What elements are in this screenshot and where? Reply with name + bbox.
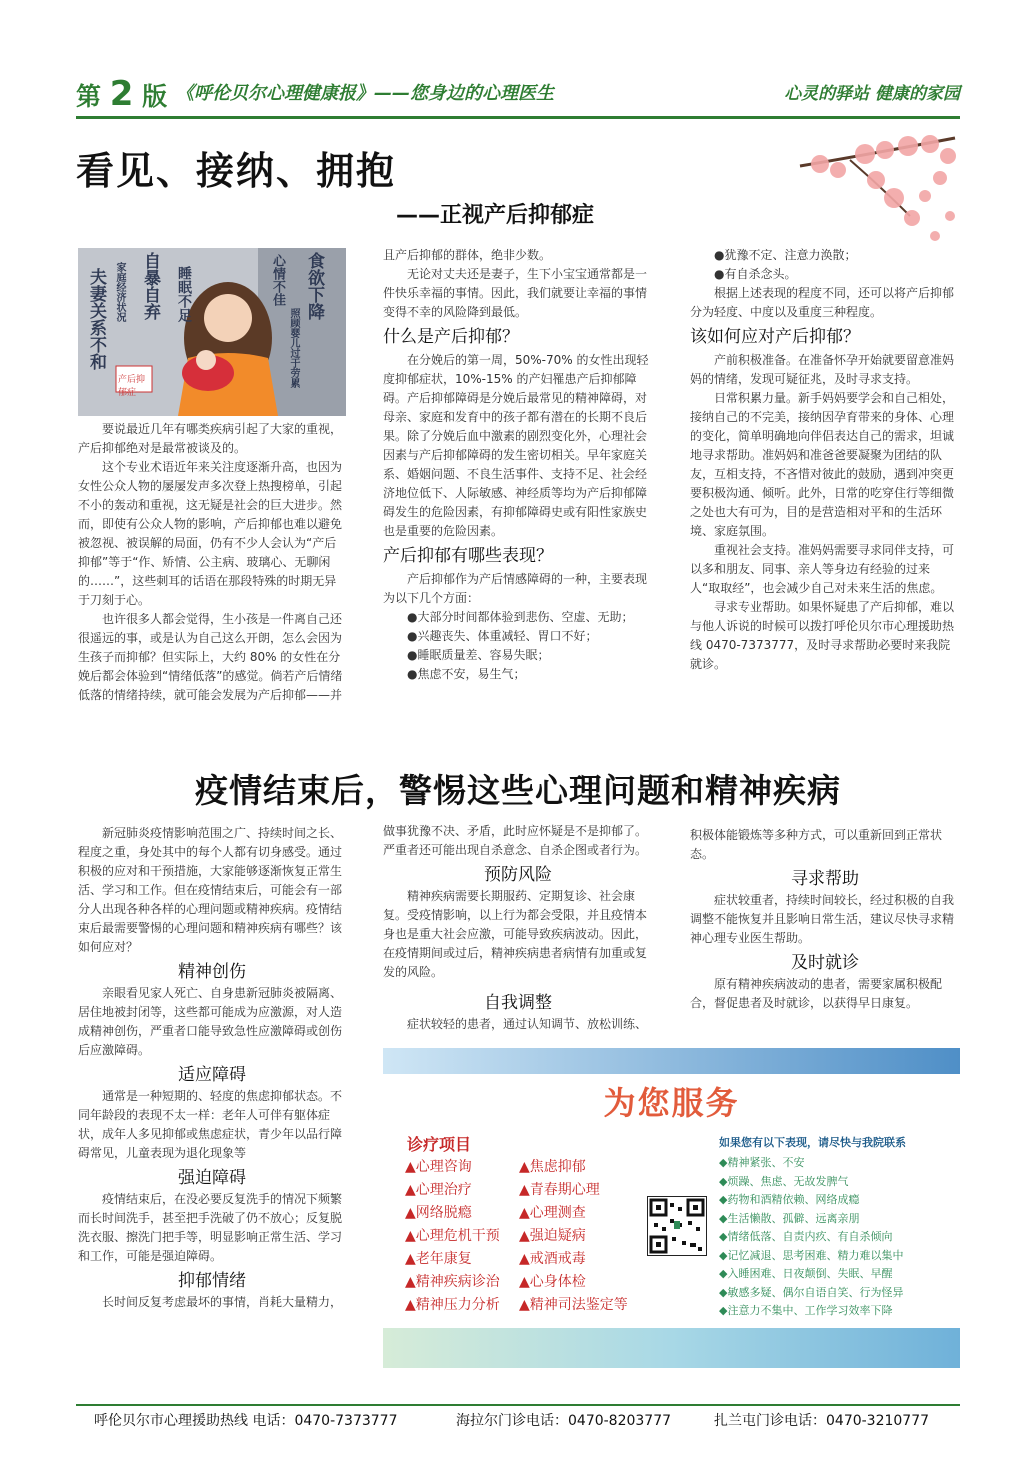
service-item: ▲心理测查 [519,1205,586,1221]
article2-column-2 [383,822,653,1034]
list-item: ●犹豫不定、注意力涣散； [714,248,857,262]
symptom-item: ◆药物和酒精依赖、网络成瘾 [719,1193,860,1206]
paragraph: 产后抑郁作为产后情感障碍的一种，主要表现为以下几个方面： [383,572,648,605]
illus-label-e: 心情不佳 [270,254,285,306]
symptom-item: ◆烦躁、焦虑、无故发脾气 [719,1174,849,1188]
article1-subtitle: ——正视产后抑郁症 [396,203,595,228]
heading-ocd: 强迫障碍 [178,1168,246,1188]
heading-self-adjust: 自我调整 [484,993,552,1013]
heading-cope: 该如何应对产后抑郁？ [690,327,860,347]
illus-label-c: 自暴自弃 [140,252,160,320]
paper-slogan: 心灵的驿站 健康的家园 [784,84,960,104]
illus-label-a: 夫妻关系不和 [86,268,106,370]
paragraph: 寻求专业帮助。如果怀疑患了产后抑郁，难以与他人诉说的时候可以拨打呼伦贝尔市心理援助热线 0470-7373777，及时寻求帮助必要时来我院就诊。 [690,600,955,671]
paragraph: 无论对丈夫还是妻子，生下小宝宝通常都是一件快乐幸福的事情。因此，我们就要让幸福的事情变得不幸的风险降到最低。 [383,267,648,319]
symptom-item: ◆精神紧张、不安 [719,1156,805,1169]
paragraph: 新冠肺炎疫情影响范围之广、持续时间之长、程度之重，身处其中的每个人都有切身感受。通过积极的应对和干预措施，大家能够逐渐恢复正常生活、学习和工作。但在疫情结束后，可能会有一部分人出现各种各样的心理问题或精神疾病。疫情结束后最需要警惕的心理问题和精神疾病有哪些？该如何应对？ [78,826,343,954]
service-items-right [519,1156,628,1317]
symptoms-header: 如果您有以下表现，请尽快与我院联系 [719,1136,906,1149]
heading-treatment: 及时就诊 [791,953,859,973]
edition-number: 2 [109,74,134,114]
paragraph: 产前积极准备。在准备怀孕开始就要留意准妈妈的情绪，发现可疑征兆，及时寻求支持。 [690,353,955,386]
edition-label [76,74,167,114]
list-item: ●大部分时间都体验到悲伤、空虚、无助； [407,610,634,624]
paragraph: 且产后抑郁的群体，绝非少数。 [383,248,552,262]
article1-column-1 [78,420,346,705]
list-item: ●睡眠质量差、容易失眠； [407,648,550,662]
service-panel [383,1048,960,1368]
paper-title: 《呼伦贝尔心理健康报》——您身边的心理医生 [176,83,554,104]
paragraph: 这个专业术语近年来关注度逐渐升高，也因为女性公众人物的屡屡发声多次登上热搜榜单，引起不小的轰动和重视，这无疑是社会的巨大进步。然而，即使有公众人物的影响，产后抑郁也难以避免被忽视、被误解的局面，仍有不少人会认为“产后抑郁”等于“作、矫情、公主病、玻璃心、无聊闲的……”，这些刺耳的话语在那段特殊的时期无异于刀刻于心。 [78,460,343,607]
service-item: ▲网络脱瘾 [405,1205,472,1221]
edition-suffix: 版 [142,82,168,111]
illus-label-b: 家庭经济状况 [114,262,125,322]
paragraph: 积极体能锻炼等多种方式，可以重新回到正常状态。 [690,828,943,861]
service-top-band [383,1048,960,1074]
header-rule [76,116,960,119]
illus-label-h: 产后抑郁症 [118,375,146,398]
illus-label-g: 照顾婴儿过于劳累 [288,308,299,388]
service-item: ▲青春期心理 [519,1182,600,1198]
cherry-blossom-decoration [790,126,960,251]
page-header [76,74,960,114]
heading-trauma: 精神创伤 [178,962,246,982]
service-item: ▲强迫疑病 [519,1228,586,1244]
article1-column-3 [690,246,960,674]
heading-what: 什么是产后抑郁？ [383,327,519,347]
service-item: ▲焦虑抑郁 [519,1159,586,1175]
heading-prevent: 预防风险 [484,865,552,885]
service-items-label: 诊疗项目 [407,1135,472,1154]
article1-title: 看见、接纳、拥抱 [76,149,397,193]
service-item: ▲心理危机干预 [405,1228,500,1244]
paragraph: 原有精神疾病波动的患者，需要家属积极配合，督促患者及时就诊，以获得早日康复。 [690,977,943,1010]
footer-hailar-phone: 海拉尔门诊电话：0470-8203777 [456,1413,672,1429]
service-bottom-band [383,1328,960,1368]
paragraph: 要说最近几年有哪类疾病引起了大家的重视，产后抑郁绝对是最常被谈及的。 [78,422,343,455]
symptom-item: ◆敏感多疑、偶尔自语自笑、行为怪异 [719,1285,904,1299]
symptom-item: ◆注意力不集中、工作学习效率下降 [719,1304,893,1317]
paragraph: 根据上述表现的程度不同，还可以将产后抑郁分为轻度、中度以及重度三种程度。 [690,286,955,319]
qr-code-icon[interactable] [647,1196,707,1256]
postpartum-illustration [78,248,346,416]
service-item: ▲戒酒戒毒 [519,1251,586,1267]
article2-title: 疫情结束后，警惕这些心理问题和精神疾病 [195,771,841,810]
illus-label-d: 睡眠不足 [176,266,192,322]
service-items-left [405,1156,500,1317]
paragraph: 长时间反复考虑最坏的事情，肖耗大量精力， [102,1295,343,1309]
list-item: ●有自杀念头。 [714,267,797,281]
heading-depression: 抑郁情绪 [178,1271,246,1291]
heading-adjust: 适应障碍 [178,1065,246,1085]
illus-label-f: 食欲下降 [304,252,324,320]
paragraph: 重视社会支持。准妈妈需要寻求同伴支持，可以多和朋友、同事、亲人等身边有经验的过来人“取取经”，也会减少自己对未来生活的焦虑。 [690,543,955,595]
symptom-item: ◆入睡困难、日夜颠倒、失眠、早醒 [719,1267,893,1280]
heading-seek-help: 寻求帮助 [791,869,859,889]
service-item: ▲老年康复 [405,1251,472,1267]
symptom-item: ◆记忆减退、思考困难、精力难以集中 [719,1248,904,1262]
symptom-item: ◆情绪低落、自责内疚、有自杀倾向 [719,1230,893,1243]
article2-column-1 [78,824,346,1312]
list-item: ●兴趣丧失、体重减轻、胃口不好； [407,629,598,643]
footer-hotline: 呼伦贝尔市心理援助热线 电话：0470-7373777 [94,1413,398,1429]
footer-zhalantun-phone: 扎兰屯门诊电话：0470-3210777 [714,1413,930,1429]
paragraph: 亲眼看见家人死亡、自身患新冠肺炎被隔离、居住地被封闭等，这些都可能成为应激源，对人造成精神创伤，严重者口能导致急性应激障碍或创伤后应激障碍。 [78,986,343,1057]
paragraph: 日常积累力量。新手妈妈要学会和自己相处，接纳自己的不完美，接纳因孕育带来的身体、心理的变化，简单明确地向伴侣表达自己的需求，坦诚地寻求帮助。准妈妈和准爸爸要凝聚为团结的队友，互相支持，不吝惜对彼此的鼓励，遇到冲突更要积极沟通、倾听。此外，日常的吃穿住行等细微之处也大有可为，目的是营造相对平和的生活环境、家庭氛围。 [690,391,955,538]
paragraph: 也许很多人都会觉得，生小孩是一件离自己还很遥远的事，或是认为自己这么开朗，怎么会因为生孩子而抑郁？但实际上，大约 80% 的女性在分娩后都会体验到“情绪低落”的感觉。倘若产后情绪低落的情绪持续，就可能会发展为产后抑郁——并 [78,612,343,702]
service-item: ▲精神司法鉴定等 [519,1297,628,1313]
paragraph: 做事犹豫不决、矛盾，此时应怀疑是不是抑郁了。严重者还可能出现自杀意念、自杀企图或者行为。 [383,824,648,857]
paragraph: 症状较轻的患者，通过认知调节、放松训练、 [407,1017,648,1031]
symptom-item: ◆生活懒散、孤僻、远离亲朋 [719,1211,860,1225]
service-item: ▲心理治疗 [405,1182,472,1198]
paragraph: 在分娩后的第一周，50%-70% 的女性出现轻度抑郁症状，10%-15% 的产妇罹患产后抑郁障碍。产后抑郁障碍是分娩后最常见的精神障碍，对母亲、家庭和发育中的孩子都有潜在的长期不良后果。除了分娩后血中激素的剧烈变化外，心理社会因素与产后抑郁障碍的发生密切相关。早年家庭关系、婚姻问题、不良生活事件、支持不足、社会经济地位低下、人际敏感、神经质等均为产后抑郁障碍发生的危险因素，有抑郁障碍史或有阳性家族史也是重要的危险因素。 [383,353,649,538]
paragraph: 症状较重者，持续时间较长，经过积极的自我调整不能恢复并且影响日常生活，建议尽快寻求精神心理专业医生帮助。 [690,893,955,945]
service-title: 为您服务 [603,1084,740,1122]
footer-rule [76,1404,960,1406]
service-item: ▲精神疾病诊治 [405,1274,500,1290]
service-item: ▲心身体检 [519,1274,586,1290]
symptoms-list [719,1154,903,1321]
service-item: ▲精神压力分析 [405,1297,500,1313]
paragraph: 通常是一种短期的、轻度的焦虑抑郁状态。不同年龄段的表现不太一样：老年人可伴有躯体症状，成年人多见抑郁或焦虑症状，青少年以品行障碍常见，儿童表现为退化现象等 [78,1089,343,1160]
paragraph: 精神疾病需要长期服药、定期复诊、社会康复。受疫情影响，以上行为都会受限，并且疫情本身也是重大社会应激，可能导致疾病波动。因此，在疫情期间或过后，精神疾病患者病情有加重或复发的风险。 [383,889,648,979]
list-item: ●焦虑不安，易生气； [407,667,526,681]
heading-signs: 产后抑郁有哪些表现？ [383,546,553,566]
edition-prefix: 第 [76,82,102,111]
article2-column-3 [690,826,960,1013]
article1-column-2 [383,246,653,684]
service-item: ▲心理咨询 [405,1159,472,1175]
paragraph: 疫情结束后，在没必要反复洗手的情况下频繁而长时间洗手，甚至把手洗破了仍不放心；反复脱洗衣服、擦洗门把手等，明显影响正常生活、学习和工作，可能是强迫障碍。 [78,1192,343,1263]
